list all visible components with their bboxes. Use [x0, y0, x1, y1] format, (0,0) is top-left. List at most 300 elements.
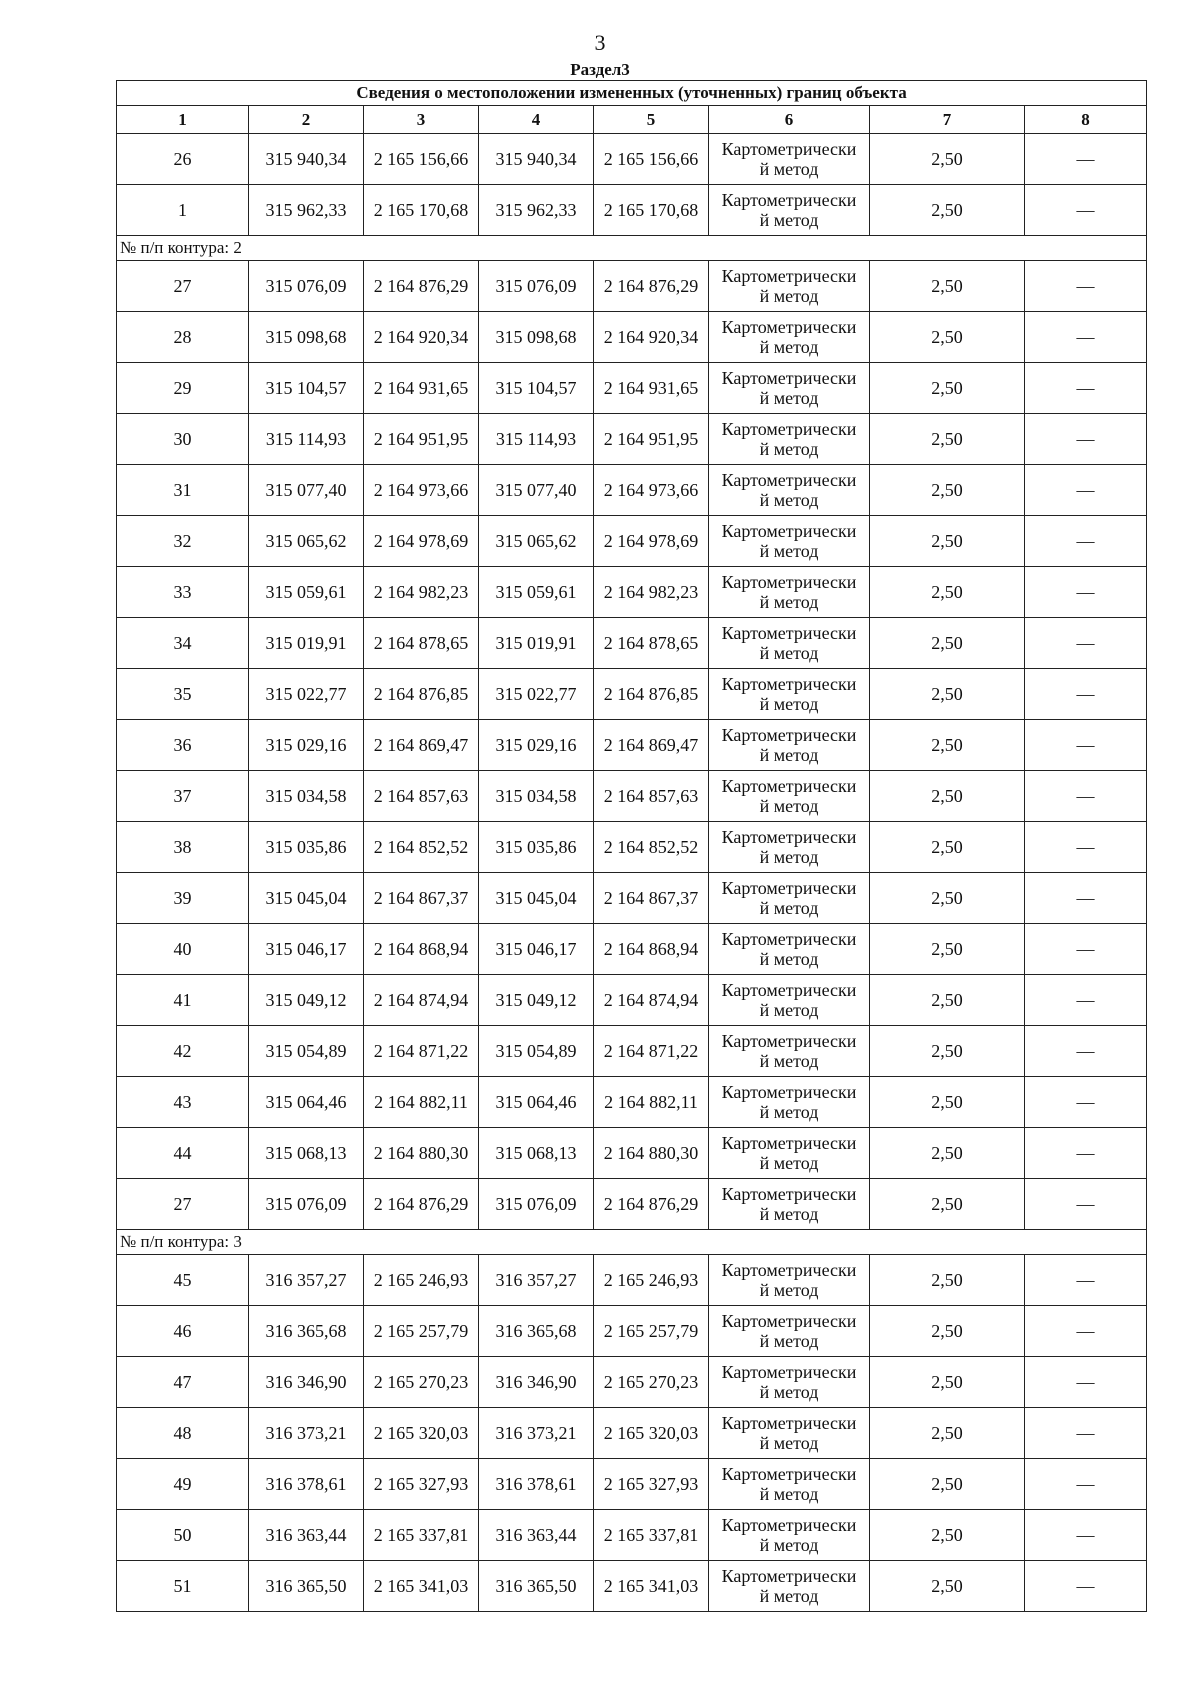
method-text-line-1: Картометрически: [721, 929, 857, 949]
precision-cell: 2,50: [870, 720, 1025, 771]
table-row: [117, 771, 1147, 822]
point-number-cell: 34: [117, 618, 249, 669]
coordinate-x-cell: 315 068,13: [249, 1128, 364, 1179]
coordinate-x-cell: 315 962,33: [479, 185, 594, 236]
coordinate-x-cell: 315 049,12: [249, 975, 364, 1026]
coordinate-y-cell: 2 165 337,81: [594, 1510, 709, 1561]
coordinate-y-cell: 2 165 156,66: [364, 134, 479, 185]
method-text-line-2: й метод: [759, 286, 819, 306]
method-cell: [709, 1408, 870, 1459]
empty-dash-cell: —: [1025, 1408, 1147, 1459]
precision-cell: 2,50: [870, 771, 1025, 822]
method-text-line-1: Картометрически: [721, 1311, 857, 1331]
table-row: [117, 1357, 1147, 1408]
precision-cell: 2,50: [870, 1306, 1025, 1357]
method-cell: [709, 414, 870, 465]
method-text-line-2: й метод: [759, 337, 819, 357]
method-cell: [709, 1357, 870, 1408]
coordinate-x-cell: 316 357,27: [479, 1255, 594, 1306]
method-text-line-1: Картометрически: [721, 623, 857, 643]
empty-dash-cell: —: [1025, 618, 1147, 669]
empty-dash-cell: —: [1025, 1077, 1147, 1128]
coordinate-x-cell: 315 940,34: [479, 134, 594, 185]
table-row: [117, 1026, 1147, 1077]
precision-cell: 2,50: [870, 1408, 1025, 1459]
coordinate-x-cell: 315 065,62: [249, 516, 364, 567]
column-header-row: [117, 106, 1147, 134]
point-number-cell: 50: [117, 1510, 249, 1561]
method-text-line-2: й метод: [759, 847, 819, 867]
table-row: [117, 1179, 1147, 1230]
method-cell: [709, 924, 870, 975]
precision-cell: 2,50: [870, 1026, 1025, 1077]
empty-dash-cell: —: [1025, 669, 1147, 720]
method-text-line-1: Картометрически: [721, 139, 857, 159]
coordinate-x-cell: 315 940,34: [249, 134, 364, 185]
column-header: 6: [709, 106, 870, 134]
empty-dash-cell: —: [1025, 822, 1147, 873]
precision-cell: 2,50: [870, 134, 1025, 185]
precision-cell: 2,50: [870, 312, 1025, 363]
method-text-line-1: Картометрически: [721, 1133, 857, 1153]
contour-label: № п/п контура: 2: [117, 236, 1147, 261]
method-cell: [709, 185, 870, 236]
coordinate-y-cell: 2 165 156,66: [594, 134, 709, 185]
coordinate-x-cell: 315 046,17: [479, 924, 594, 975]
method-cell: [709, 465, 870, 516]
empty-dash-cell: —: [1025, 720, 1147, 771]
coordinate-x-cell: 315 076,09: [249, 1179, 364, 1230]
method-text-line-1: Картометрически: [721, 419, 857, 439]
coordinate-y-cell: 2 164 868,94: [594, 924, 709, 975]
method-text-line-1: Картометрически: [721, 725, 857, 745]
precision-cell: 2,50: [870, 618, 1025, 669]
coordinate-y-cell: 2 164 876,29: [594, 1179, 709, 1230]
point-number-cell: 31: [117, 465, 249, 516]
method-text-line-1: Картометрически: [721, 1413, 857, 1433]
coordinate-y-cell: 2 164 951,95: [594, 414, 709, 465]
coordinate-x-cell: 316 363,44: [249, 1510, 364, 1561]
method-text-line-1: Картометрически: [721, 1464, 857, 1484]
method-cell: [709, 567, 870, 618]
table-body: [117, 81, 1147, 1612]
coordinate-x-cell: 315 068,13: [479, 1128, 594, 1179]
coordinate-x-cell: 316 365,50: [249, 1561, 364, 1612]
coordinate-x-cell: 316 373,21: [479, 1408, 594, 1459]
method-text-line-1: Картометрически: [721, 1260, 857, 1280]
section-title: Раздел3: [570, 60, 630, 79]
table-row: [117, 1459, 1147, 1510]
table-row: [117, 185, 1147, 236]
method-text-line-2: й метод: [759, 490, 819, 510]
coordinate-x-cell: 315 035,86: [479, 822, 594, 873]
coordinate-y-cell: 2 164 867,37: [364, 873, 479, 924]
coordinate-x-cell: 316 346,90: [249, 1357, 364, 1408]
contour-label: № п/п контура: 3: [117, 1230, 1147, 1255]
empty-dash-cell: —: [1025, 414, 1147, 465]
coordinate-y-cell: 2 165 246,93: [364, 1255, 479, 1306]
coordinate-x-cell: 315 114,93: [479, 414, 594, 465]
method-cell: [709, 363, 870, 414]
method-text-line-1: Картометрически: [721, 674, 857, 694]
method-cell: [709, 873, 870, 924]
coordinate-y-cell: 2 165 270,23: [594, 1357, 709, 1408]
coordinate-x-cell: 315 077,40: [249, 465, 364, 516]
precision-cell: 2,50: [870, 1357, 1025, 1408]
method-cell: [709, 1128, 870, 1179]
precision-cell: 2,50: [870, 924, 1025, 975]
point-number-cell: 1: [117, 185, 249, 236]
coordinate-x-cell: 315 029,16: [249, 720, 364, 771]
method-cell: [709, 261, 870, 312]
table-row: [117, 1128, 1147, 1179]
coordinate-x-cell: 315 076,09: [249, 261, 364, 312]
column-header: 3: [364, 106, 479, 134]
column-header: 2: [249, 106, 364, 134]
method-text-line-2: й метод: [759, 210, 819, 230]
coordinate-x-cell: 316 357,27: [249, 1255, 364, 1306]
column-header: 5: [594, 106, 709, 134]
precision-cell: 2,50: [870, 975, 1025, 1026]
point-number-cell: 29: [117, 363, 249, 414]
point-number-cell: 37: [117, 771, 249, 822]
method-text-line-2: й метод: [759, 439, 819, 459]
coordinate-y-cell: 2 164 882,11: [364, 1077, 479, 1128]
coordinate-y-cell: 2 164 874,94: [594, 975, 709, 1026]
method-text-line-1: Картометрически: [721, 878, 857, 898]
method-cell: [709, 975, 870, 1026]
precision-cell: 2,50: [870, 261, 1025, 312]
coordinate-y-cell: 2 165 246,93: [594, 1255, 709, 1306]
method-text-line-1: Картометрически: [721, 521, 857, 541]
precision-cell: 2,50: [870, 185, 1025, 236]
precision-cell: 2,50: [870, 822, 1025, 873]
method-text-line-2: й метод: [759, 388, 819, 408]
coordinate-y-cell: 2 164 876,29: [364, 261, 479, 312]
coordinate-y-cell: 2 164 880,30: [364, 1128, 479, 1179]
method-text-line-2: й метод: [759, 1204, 819, 1224]
coordinate-y-cell: 2 164 871,22: [364, 1026, 479, 1077]
point-number-cell: 38: [117, 822, 249, 873]
coordinate-x-cell: 316 378,61: [249, 1459, 364, 1510]
table-row: [117, 414, 1147, 465]
coordinate-y-cell: 2 165 337,81: [364, 1510, 479, 1561]
point-number-cell: 33: [117, 567, 249, 618]
coordinate-x-cell: 316 378,61: [479, 1459, 594, 1510]
coordinate-y-cell: 2 164 876,29: [594, 261, 709, 312]
method-cell: [709, 1026, 870, 1077]
precision-cell: 2,50: [870, 516, 1025, 567]
coordinate-x-cell: 316 365,50: [479, 1561, 594, 1612]
method-text-line-2: й метод: [759, 1102, 819, 1122]
column-header: 7: [870, 106, 1025, 134]
method-text-line-2: й метод: [759, 694, 819, 714]
table-row: [117, 975, 1147, 1026]
method-text-line-2: й метод: [759, 1484, 819, 1504]
point-number-cell: 41: [117, 975, 249, 1026]
coordinate-x-cell: 315 019,91: [479, 618, 594, 669]
empty-dash-cell: —: [1025, 261, 1147, 312]
method-text-line-1: Картометрически: [721, 980, 857, 1000]
method-text-line-2: й метод: [759, 745, 819, 765]
coordinate-y-cell: 2 164 869,47: [594, 720, 709, 771]
coordinate-x-cell: 316 346,90: [479, 1357, 594, 1408]
method-cell: [709, 1510, 870, 1561]
coordinate-x-cell: 315 104,57: [479, 363, 594, 414]
point-number-cell: 28: [117, 312, 249, 363]
method-text-line-2: й метод: [759, 949, 819, 969]
coordinate-x-cell: 315 962,33: [249, 185, 364, 236]
precision-cell: 2,50: [870, 1255, 1025, 1306]
method-cell: [709, 618, 870, 669]
method-text-line-1: Картометрически: [721, 470, 857, 490]
coordinate-x-cell: 316 373,21: [249, 1408, 364, 1459]
table-row: [117, 312, 1147, 363]
method-cell: [709, 1179, 870, 1230]
coordinate-x-cell: 315 045,04: [479, 873, 594, 924]
point-number-cell: 32: [117, 516, 249, 567]
coordinate-x-cell: 315 029,16: [479, 720, 594, 771]
coordinate-x-cell: 315 098,68: [479, 312, 594, 363]
coordinate-x-cell: 315 035,86: [249, 822, 364, 873]
table-row: [117, 363, 1147, 414]
coordinate-y-cell: 2 164 973,66: [364, 465, 479, 516]
coordinate-y-cell: 2 165 327,93: [594, 1459, 709, 1510]
point-number-cell: 47: [117, 1357, 249, 1408]
method-text-line-1: Картометрически: [721, 776, 857, 796]
method-text-line-2: й метод: [759, 1535, 819, 1555]
precision-cell: 2,50: [870, 873, 1025, 924]
coordinate-y-cell: 2 164 973,66: [594, 465, 709, 516]
coordinate-y-cell: 2 164 878,65: [594, 618, 709, 669]
point-number-cell: 48: [117, 1408, 249, 1459]
table-row: [117, 1561, 1147, 1612]
method-cell: [709, 822, 870, 873]
coordinate-x-cell: 315 049,12: [479, 975, 594, 1026]
table-row: [117, 720, 1147, 771]
point-number-cell: 49: [117, 1459, 249, 1510]
coordinate-y-cell: 2 164 978,69: [594, 516, 709, 567]
coordinate-y-cell: 2 164 978,69: [364, 516, 479, 567]
method-text-line-2: й метод: [759, 1051, 819, 1071]
precision-cell: 2,50: [870, 1510, 1025, 1561]
coordinate-y-cell: 2 164 882,11: [594, 1077, 709, 1128]
empty-dash-cell: —: [1025, 185, 1147, 236]
coordinate-x-cell: 315 065,62: [479, 516, 594, 567]
precision-cell: 2,50: [870, 465, 1025, 516]
table-row: [117, 1306, 1147, 1357]
table-row: [117, 1408, 1147, 1459]
method-text-line-2: й метод: [759, 1331, 819, 1351]
empty-dash-cell: —: [1025, 1459, 1147, 1510]
coordinate-x-cell: 315 022,77: [249, 669, 364, 720]
coordinate-y-cell: 2 164 868,94: [364, 924, 479, 975]
column-header: 8: [1025, 106, 1147, 134]
table-row: [117, 1255, 1147, 1306]
page-number: 3: [594, 30, 606, 55]
point-number-cell: 44: [117, 1128, 249, 1179]
method-text-line-2: й метод: [759, 541, 819, 561]
coordinate-y-cell: 2 164 857,63: [594, 771, 709, 822]
empty-dash-cell: —: [1025, 1510, 1147, 1561]
table-row: [117, 1077, 1147, 1128]
coordinates-table: [116, 80, 1147, 1612]
coordinate-y-cell: 2 164 876,29: [364, 1179, 479, 1230]
point-number-cell: 51: [117, 1561, 249, 1612]
coordinate-y-cell: 2 164 869,47: [364, 720, 479, 771]
table-row: [117, 924, 1147, 975]
coordinate-y-cell: 2 165 320,03: [364, 1408, 479, 1459]
empty-dash-cell: —: [1025, 312, 1147, 363]
table-row: [117, 261, 1147, 312]
point-number-cell: 45: [117, 1255, 249, 1306]
coordinate-x-cell: 315 059,61: [249, 567, 364, 618]
coordinate-x-cell: 315 098,68: [249, 312, 364, 363]
coordinate-y-cell: 2 165 341,03: [594, 1561, 709, 1612]
contour-row: [117, 236, 1147, 261]
coordinate-y-cell: 2 164 852,52: [364, 822, 479, 873]
contour-row: [117, 1230, 1147, 1255]
coordinate-y-cell: 2 164 878,65: [364, 618, 479, 669]
column-header: 4: [479, 106, 594, 134]
precision-cell: 2,50: [870, 1128, 1025, 1179]
method-text-line-1: Картометрически: [721, 1515, 857, 1535]
coordinate-x-cell: 315 034,58: [479, 771, 594, 822]
method-cell: [709, 1459, 870, 1510]
empty-dash-cell: —: [1025, 1561, 1147, 1612]
table-row: [117, 567, 1147, 618]
coordinate-x-cell: 315 076,09: [479, 1179, 594, 1230]
method-text-line-1: Картометрически: [721, 1082, 857, 1102]
coordinate-y-cell: 2 165 257,79: [594, 1306, 709, 1357]
precision-cell: 2,50: [870, 414, 1025, 465]
method-text-line-1: Картометрически: [721, 266, 857, 286]
method-text-line-2: й метод: [759, 796, 819, 816]
empty-dash-cell: —: [1025, 975, 1147, 1026]
empty-dash-cell: —: [1025, 771, 1147, 822]
coordinate-x-cell: 315 059,61: [479, 567, 594, 618]
coordinate-y-cell: 2 164 920,34: [594, 312, 709, 363]
method-text-line-1: Картометрически: [721, 1184, 857, 1204]
empty-dash-cell: —: [1025, 567, 1147, 618]
method-text-line-2: й метод: [759, 643, 819, 663]
table-row: [117, 669, 1147, 720]
table-row: [117, 873, 1147, 924]
method-text-line-2: й метод: [759, 1153, 819, 1173]
method-text-line-1: Картометрически: [721, 572, 857, 592]
method-text-line-1: Картометрически: [721, 1031, 857, 1051]
table-row: [117, 822, 1147, 873]
column-header: 1: [117, 106, 249, 134]
precision-cell: 2,50: [870, 1077, 1025, 1128]
table-row: [117, 1510, 1147, 1561]
coordinate-y-cell: 2 164 920,34: [364, 312, 479, 363]
coordinate-y-cell: 2 164 931,65: [364, 363, 479, 414]
precision-cell: 2,50: [870, 1179, 1025, 1230]
coordinate-y-cell: 2 165 257,79: [364, 1306, 479, 1357]
coordinate-y-cell: 2 164 857,63: [364, 771, 479, 822]
method-text-line-2: й метод: [759, 898, 819, 918]
table-caption: Сведения о местоположении измененных (уточненных) границ объекта: [117, 81, 1147, 106]
table-caption-row: [117, 81, 1147, 106]
method-cell: [709, 1255, 870, 1306]
method-cell: [709, 1561, 870, 1612]
method-cell: [709, 771, 870, 822]
precision-cell: 2,50: [870, 1561, 1025, 1612]
point-number-cell: 43: [117, 1077, 249, 1128]
empty-dash-cell: —: [1025, 1306, 1147, 1357]
precision-cell: 2,50: [870, 567, 1025, 618]
method-text-line-2: й метод: [759, 1000, 819, 1020]
coordinate-x-cell: 316 365,68: [249, 1306, 364, 1357]
point-number-cell: 27: [117, 1179, 249, 1230]
coordinate-x-cell: 316 363,44: [479, 1510, 594, 1561]
point-number-cell: 27: [117, 261, 249, 312]
empty-dash-cell: —: [1025, 924, 1147, 975]
empty-dash-cell: —: [1025, 1357, 1147, 1408]
empty-dash-cell: —: [1025, 516, 1147, 567]
method-text-line-1: Картометрически: [721, 1362, 857, 1382]
coordinate-y-cell: 2 165 170,68: [594, 185, 709, 236]
method-text-line-1: Картометрически: [721, 827, 857, 847]
coordinate-y-cell: 2 165 320,03: [594, 1408, 709, 1459]
empty-dash-cell: —: [1025, 134, 1147, 185]
point-number-cell: 35: [117, 669, 249, 720]
coordinate-y-cell: 2 164 852,52: [594, 822, 709, 873]
method-text-line-1: Картометрически: [721, 317, 857, 337]
coordinate-y-cell: 2 164 931,65: [594, 363, 709, 414]
coordinate-x-cell: 315 054,89: [479, 1026, 594, 1077]
coordinate-y-cell: 2 164 876,85: [364, 669, 479, 720]
coordinate-y-cell: 2 164 982,23: [594, 567, 709, 618]
method-text-line-1: Картометрически: [721, 190, 857, 210]
method-text-line-2: й метод: [759, 1433, 819, 1453]
precision-cell: 2,50: [870, 363, 1025, 414]
coordinate-y-cell: 2 164 880,30: [594, 1128, 709, 1179]
coordinate-y-cell: 2 164 876,85: [594, 669, 709, 720]
point-number-cell: 26: [117, 134, 249, 185]
coordinate-y-cell: 2 165 341,03: [364, 1561, 479, 1612]
coordinate-x-cell: 315 104,57: [249, 363, 364, 414]
method-text-line-2: й метод: [759, 592, 819, 612]
method-cell: [709, 1306, 870, 1357]
table-row: [117, 516, 1147, 567]
method-text-line-2: й метод: [759, 1280, 819, 1300]
coordinate-y-cell: 2 164 874,94: [364, 975, 479, 1026]
coordinate-y-cell: 2 164 982,23: [364, 567, 479, 618]
coordinate-y-cell: 2 165 170,68: [364, 185, 479, 236]
empty-dash-cell: —: [1025, 1179, 1147, 1230]
coordinate-x-cell: 315 114,93: [249, 414, 364, 465]
method-cell: [709, 669, 870, 720]
coordinate-x-cell: 315 054,89: [249, 1026, 364, 1077]
method-text-line-1: Картометрически: [721, 1566, 857, 1586]
method-cell: [709, 312, 870, 363]
method-text-line-2: й метод: [759, 1382, 819, 1402]
coordinate-x-cell: 315 022,77: [479, 669, 594, 720]
coordinate-y-cell: 2 164 871,22: [594, 1026, 709, 1077]
precision-cell: 2,50: [870, 669, 1025, 720]
method-text-line-2: й метод: [759, 1586, 819, 1606]
empty-dash-cell: —: [1025, 1255, 1147, 1306]
empty-dash-cell: —: [1025, 1128, 1147, 1179]
point-number-cell: 40: [117, 924, 249, 975]
point-number-cell: 39: [117, 873, 249, 924]
method-text-line-1: Картометрически: [721, 368, 857, 388]
coordinate-y-cell: 2 165 270,23: [364, 1357, 479, 1408]
empty-dash-cell: —: [1025, 1026, 1147, 1077]
empty-dash-cell: —: [1025, 363, 1147, 414]
